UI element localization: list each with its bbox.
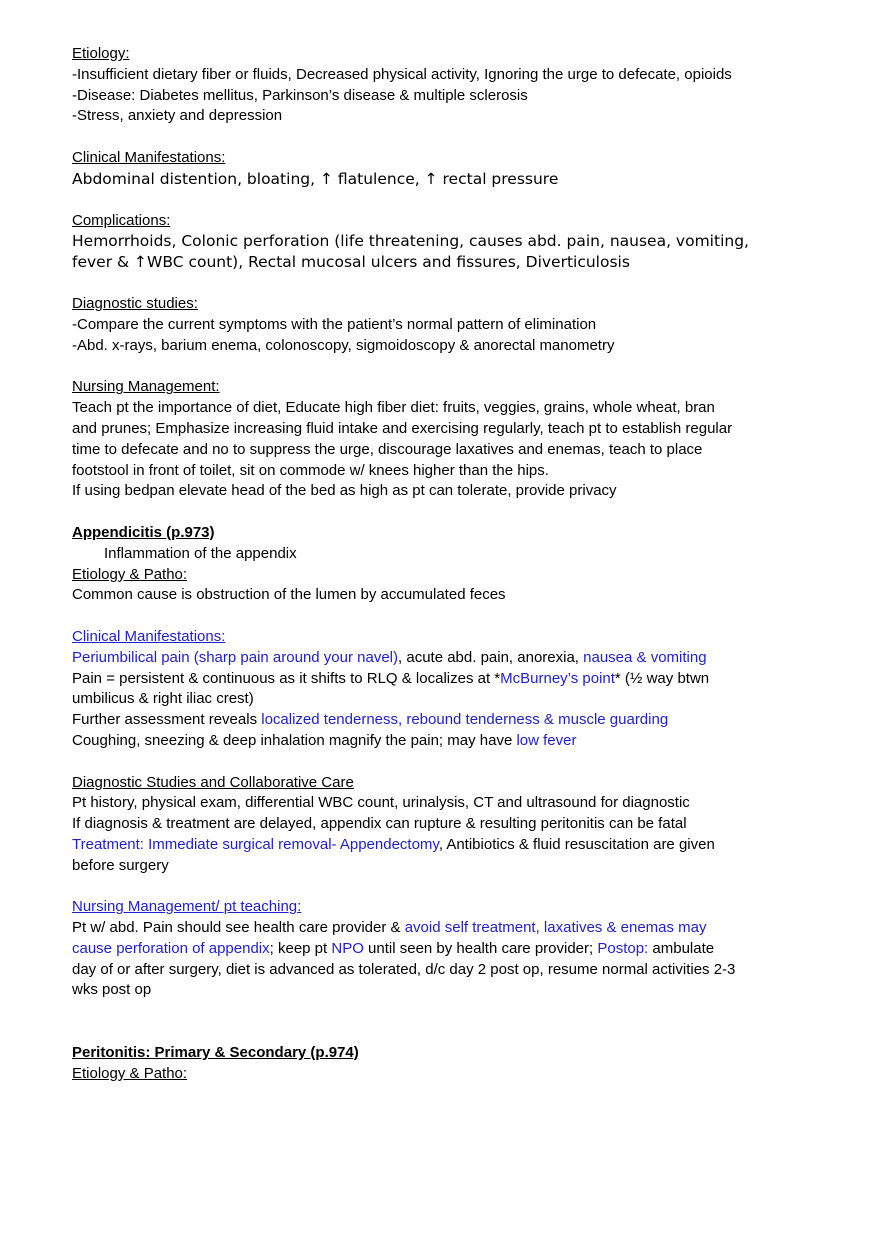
etiology-heading: Etiology: xyxy=(72,45,130,62)
tenderness-text: localized tenderness, rebound tenderness & muscle guarding xyxy=(261,711,669,729)
nursing-line-2-part-d: until seen by health care provider; xyxy=(363,939,598,957)
diagnostic-line-2: -Abd. x-rays, barium enema, colonoscopy, sigmoidoscopy & anorectal manometry xyxy=(72,336,615,354)
nursing-line-4: footstool in front of toilet, sit on commode w/ knees higher than the hips. xyxy=(72,461,549,479)
nursing-line-3: time to defecate and no to suppress the urge, discourage laxatives and enemas, teach to place xyxy=(72,440,703,458)
appendicitis-clinical-line-4 xyxy=(72,710,862,731)
appendicitis-etiology-text: Common cause is obstruction of the lumen by accumulated feces xyxy=(72,586,506,604)
nursing-line-1: Teach pt the importance of diet, Educate high fiber diet: fruits, veggies, grains, whole wheat, bran xyxy=(72,399,715,417)
document-page xyxy=(72,44,862,1084)
mcburney-point-text: McBurney’s point xyxy=(500,669,615,687)
appendicitis-nursing-line-3: day of or after surgery, diet is advanced as tolerated, d/c day 2 post op, resume normal activities 2-3 xyxy=(72,960,736,978)
appendicitis-clinical-line-3: umbilicus & right iliac crest) xyxy=(72,690,254,708)
complications-line-1: Hemorrhoids, Colonic perforation (life threatening, causes abd. pain, nausea, vomiting, xyxy=(72,232,749,251)
complications-line-2: fever & ↑WBC count), Rectal mucosal ulcers and fissures, Diverticulosis xyxy=(72,253,630,272)
appendicitis-clinical-line-1 xyxy=(72,648,862,669)
clinical-line-1-mid: , acute abd. pain, anorexia, xyxy=(398,648,584,666)
appendicitis-diagnostic-line-3 xyxy=(72,835,862,856)
clinical-line-2-end: * (½ way btwn xyxy=(614,669,710,687)
clinical-text: Abdominal distention, bloating, ↑ flatulence, ↑ rectal pressure xyxy=(72,169,559,188)
perforation-text: cause perforation of appendix xyxy=(72,939,270,957)
nursing-line-2: and prunes; Emphasize increasing fluid intake and exercising regularly, teach pt to establish regular xyxy=(72,419,733,437)
appendicitis-clinical-heading: Clinical Manifestations: xyxy=(72,627,226,645)
nursing-line-1-start: Pt w/ abd. Pain should see health care provider & xyxy=(72,919,405,937)
appendicitis-diagnostic-heading: Diagnostic Studies and Collaborative Care xyxy=(72,773,354,791)
postop-text: Postop: xyxy=(597,939,649,957)
appendicitis-diagnostic-line-1: Pt history, physical exam, differential WBC count, urinalysis, CT and ultrasound for diagnostic xyxy=(72,794,690,812)
npo-text: NPO xyxy=(331,939,364,957)
nursing-line-2-part-f: ambulate xyxy=(648,939,715,957)
treatment-text: Treatment: Immediate surgical removal- Appendectomy xyxy=(72,835,439,853)
appendicitis-title: Appendicitis (p.973) xyxy=(72,523,215,541)
diagnostic-line-3-end: , Antibiotics & fluid resuscitation are given xyxy=(438,835,715,853)
appendicitis-nursing-line-1 xyxy=(72,918,862,939)
appendicitis-clinical-line-2 xyxy=(72,669,862,690)
etiology-line-1: -Insufficient dietary fiber or fluids, Decreased physical activity, Ignoring the urge to defecate, opioids xyxy=(72,65,732,83)
clinical-heading: Clinical Manifestations: xyxy=(72,148,226,166)
clinical-line-4-start: Further assessment reveals xyxy=(72,711,262,729)
etiology-line-3: -Stress, anxiety and depression xyxy=(72,107,283,125)
low-fever-text: low fever xyxy=(516,731,577,749)
appendicitis-clinical-line-5 xyxy=(72,731,862,752)
clinical-line-5-start: Coughing, sneezing & deep inhalation magnify the pain; may have xyxy=(72,731,517,749)
appendicitis-diagnostic-line-4: before surgery xyxy=(72,856,169,874)
avoid-self-treatment-text: avoid self treatment, laxatives & enemas may xyxy=(404,919,707,937)
clinical-line-2-start: Pain = persistent & continuous as it shifts to RLQ & localizes at * xyxy=(72,669,501,687)
etiology-line-2: -Disease: Diabetes mellitus, Parkinson’s disease & multiple sclerosis xyxy=(72,86,528,104)
appendicitis-etiology-heading: Etiology & Patho: xyxy=(72,565,188,583)
appendicitis-nursing-heading: Nursing Management/ pt teaching: xyxy=(72,898,302,916)
appendicitis-definition: Inflammation of the appendix xyxy=(104,544,297,562)
appendicitis-diagnostic-line-2: If diagnosis & treatment are delayed, appendix can rupture & resulting peritonitis can be fatal xyxy=(72,815,687,833)
periumbilical-pain-text: Periumbilical pain (sharp pain around your navel) xyxy=(72,648,399,666)
appendicitis-nursing-line-2 xyxy=(72,939,862,960)
nursing-line-2-part-b: ; keep pt xyxy=(269,939,332,957)
diagnostic-line-1: -Compare the current symptoms with the patient’s normal pattern of elimination xyxy=(72,315,597,333)
peritonitis-etiology-heading: Etiology & Patho: xyxy=(72,1064,188,1082)
diagnostic-heading: Diagnostic studies: xyxy=(72,295,198,313)
nausea-vomiting-text: nausea & vomiting xyxy=(583,648,707,666)
nursing-line-5: If using bedpan elevate head of the bed as high as pt can tolerate, provide privacy xyxy=(72,482,617,500)
nursing-heading: Nursing Management: xyxy=(72,378,220,396)
complications-heading: Complications: xyxy=(72,211,171,229)
appendicitis-nursing-line-4: wks post op xyxy=(72,981,152,999)
peritonitis-title: Peritonitis: Primary & Secondary (p.974) xyxy=(72,1043,359,1061)
